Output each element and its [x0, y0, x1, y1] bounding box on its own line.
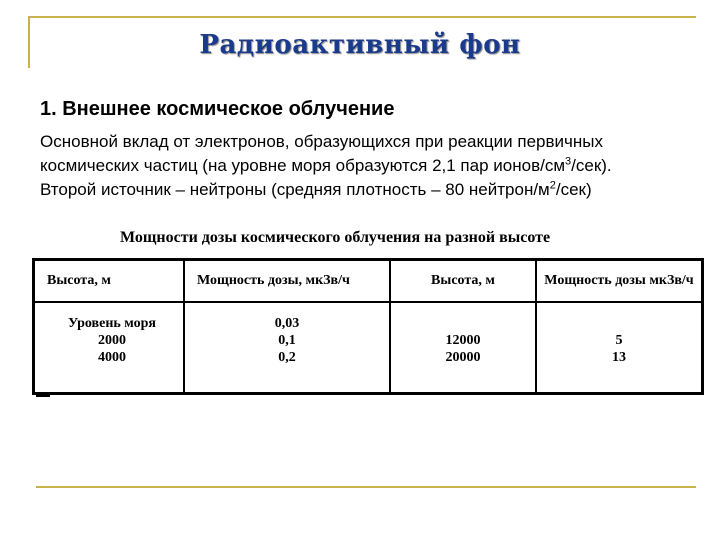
table-header-cell: Высота, м — [35, 261, 185, 303]
slide-title: Радиоактивный фон — [199, 30, 521, 60]
table-corner-mark — [36, 395, 50, 397]
dose-rate-column-cell — [537, 303, 701, 392]
altitude-column-cell — [35, 303, 185, 392]
table-value: Уровень моря — [67, 316, 157, 331]
table-header-cell: Мощность дозы мкЗв/ч — [537, 261, 701, 303]
table-value: 12000 — [445, 333, 481, 348]
table-header-cell: Высота, м — [391, 261, 537, 303]
table-value: 4000 — [98, 350, 126, 365]
table-caption: Мощности дозы космического облучения на разной высоте — [120, 229, 551, 246]
table-value: 0,03 — [274, 316, 300, 331]
top-decorative-rule — [28, 16, 696, 18]
paragraph-line-3: Второй источник – нейтроны (средняя плотность – 80 нейтрон/$м^2/сек$) — [40, 179, 592, 199]
paragraph-line-1: Основной вклад от электронов, образующихся при реакции первичных — [40, 132, 603, 151]
altitude-column-cell — [391, 303, 537, 392]
paragraph-line-2: космических частиц (на уровне моря образуются 2,1 пар ионов/$см^3/сек$). — [40, 155, 612, 175]
table-value: 2000 — [98, 333, 126, 348]
section-heading: 1. Внешнее космическое облучение — [40, 98, 395, 120]
dose-rate-column-cell — [185, 303, 391, 392]
table-value: 13 — [612, 350, 626, 365]
table-header-cell: Мощность дозы, мкЗв/ч — [185, 261, 391, 303]
bottom-decorative-rule — [36, 486, 696, 488]
table-value: 0,1 — [278, 333, 296, 348]
table-value: 20000 — [445, 350, 481, 365]
table-value: 0,2 — [278, 350, 296, 365]
dose-rate-table — [32, 258, 704, 395]
table-value: 5 — [615, 333, 623, 348]
body-paragraph — [40, 130, 710, 202]
